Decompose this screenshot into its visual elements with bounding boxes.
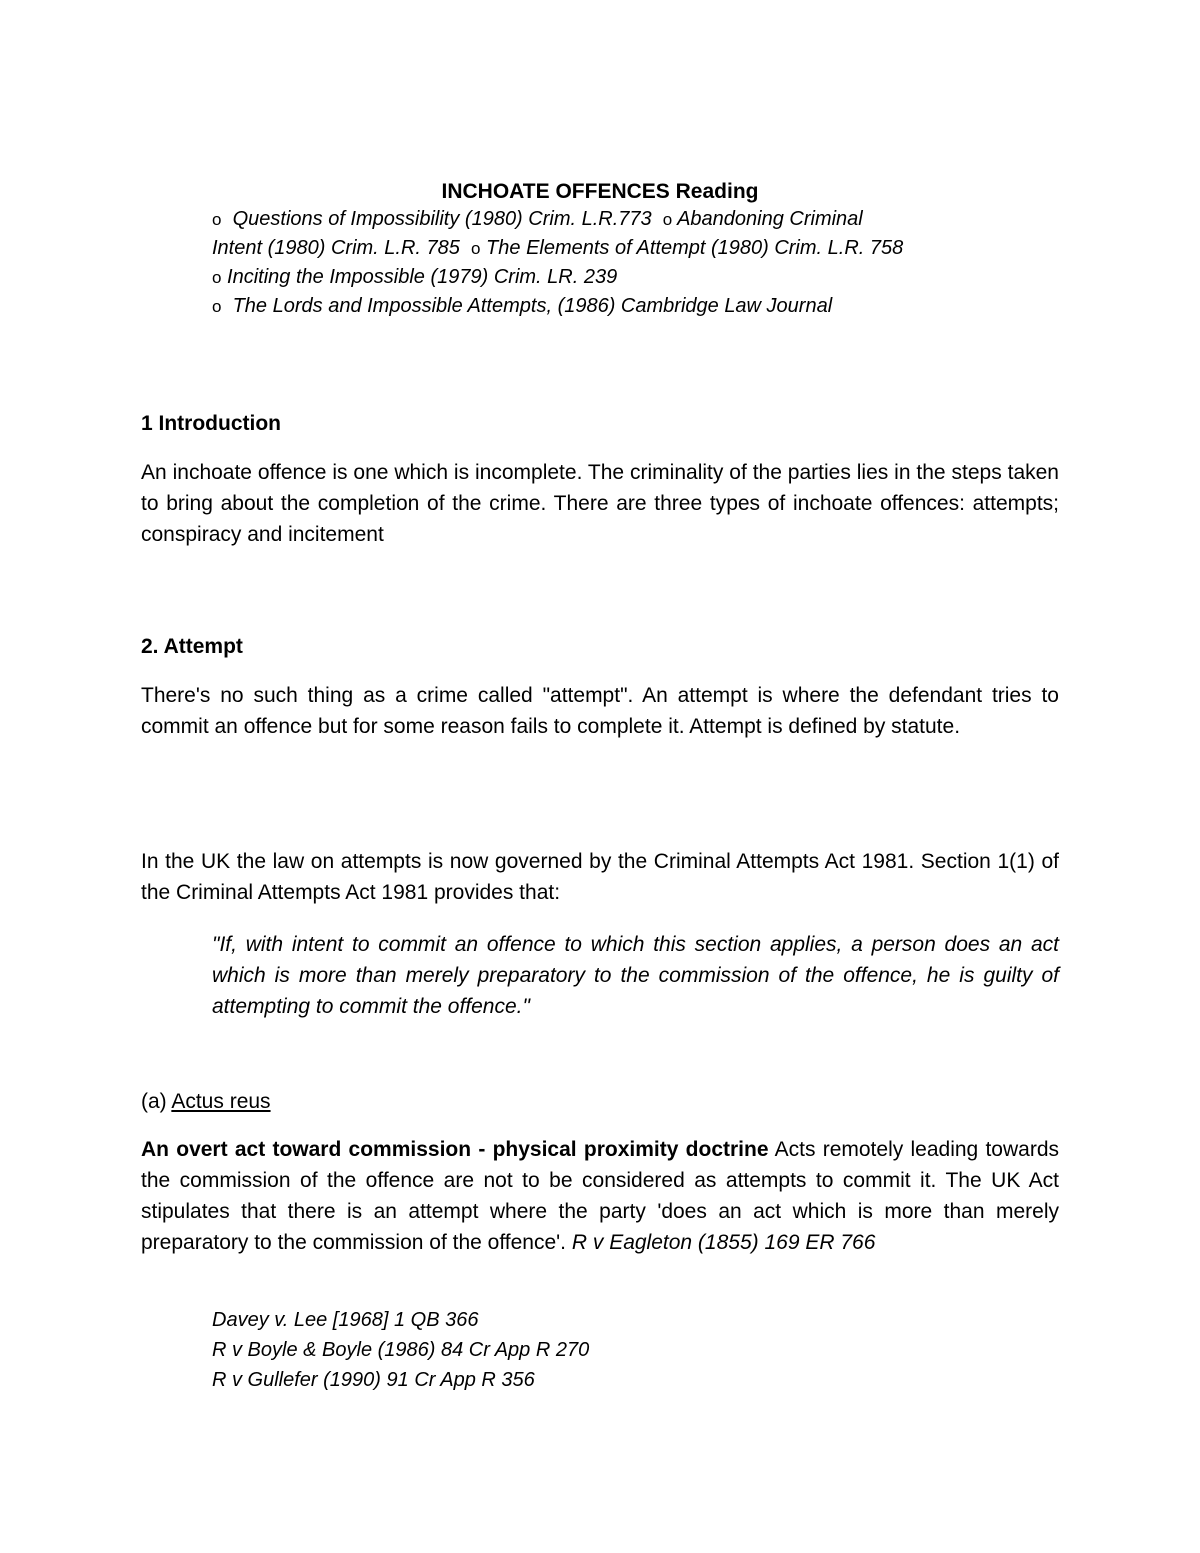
reading-item: Inciting the Impossible (1979) Crim. LR. 239	[227, 266, 618, 288]
bullet-glyph: o	[212, 268, 222, 287]
criminal-attempts-act-paragraph: In the UK the law on attempts is now governed by the Criminal Attempts Act 1981. Section 1(1) of the Criminal Attempts Act 1981 provides that:	[141, 850, 1059, 904]
case-citation: R v Boyle & Boyle (1986) 84 Cr App R 270	[212, 1339, 590, 1361]
introduction-paragraph: An inchoate offence is one which is incomplete. The criminality of the parties lies in the steps taken to bring about the completion of the crime. There are three types of inchoate offences: attempts; conspiracy and incitement	[141, 461, 1059, 546]
section-heading-introduction: 1 Introduction	[141, 412, 281, 435]
document-title: INCHOATE OFFENCES Reading	[441, 180, 759, 203]
reading-item: The Lords and Impossible Attempts, (1986) Cambridge Law Journal	[232, 295, 833, 317]
reading-item: Abandoning Criminal Intent (1980) Crim. L.R. 785	[212, 208, 863, 259]
bullet-glyph: o	[662, 210, 673, 229]
bullet-glyph: o	[212, 210, 222, 229]
actus-reus-paragraph	[141, 1134, 1059, 1258]
statute-quote: "If, with intent to commit an offence to which this section applies, a person does an act which is more than merely preparatory to the commission of the offence, he is guilty of attempting to commit the offence."	[212, 933, 1059, 1018]
case-citation: R v Gullefer (1990) 91 Cr App R 356	[212, 1369, 535, 1391]
actus-reus-body: Acts remotely leading towards the commission of the offence are not to be considered as attempts to commit it. The UK Act stipulates that there is an attempt where the party 'does an act which is more than merely preparatory to the commission of the offence'.	[141, 1138, 1060, 1254]
case-citation-eagleton: R v Eagleton (1855) 169 ER 766	[571, 1231, 876, 1254]
bullet-glyph: o	[471, 239, 481, 258]
actus-reus-label: Actus reus	[171, 1090, 271, 1113]
section-heading-attempt: 2. Attempt	[141, 635, 243, 658]
reading-item: Questions of Impossibility (1980) Crim. L.R.773	[232, 208, 652, 230]
case-list	[212, 1305, 589, 1395]
actus-reus-prefix: (a)	[141, 1090, 172, 1113]
attempt-paragraph: There's no such thing as a crime called "attempt". An attempt is where the defendant tries to commit an offence but for some reason fails to complete it. Attempt is defined by statute.	[141, 684, 1059, 738]
bullet-glyph: o	[212, 297, 222, 316]
case-citation: Davey v. Lee [1968] 1 QB 366	[212, 1309, 479, 1331]
actus-reus-heading	[141, 1088, 271, 1116]
reading-list	[212, 205, 912, 321]
reading-item: The Elements of Attempt (1980) Crim. L.R. 758	[486, 237, 904, 259]
proximity-doctrine-lead: An overt act toward commission - physical proximity doctrine	[141, 1138, 769, 1161]
